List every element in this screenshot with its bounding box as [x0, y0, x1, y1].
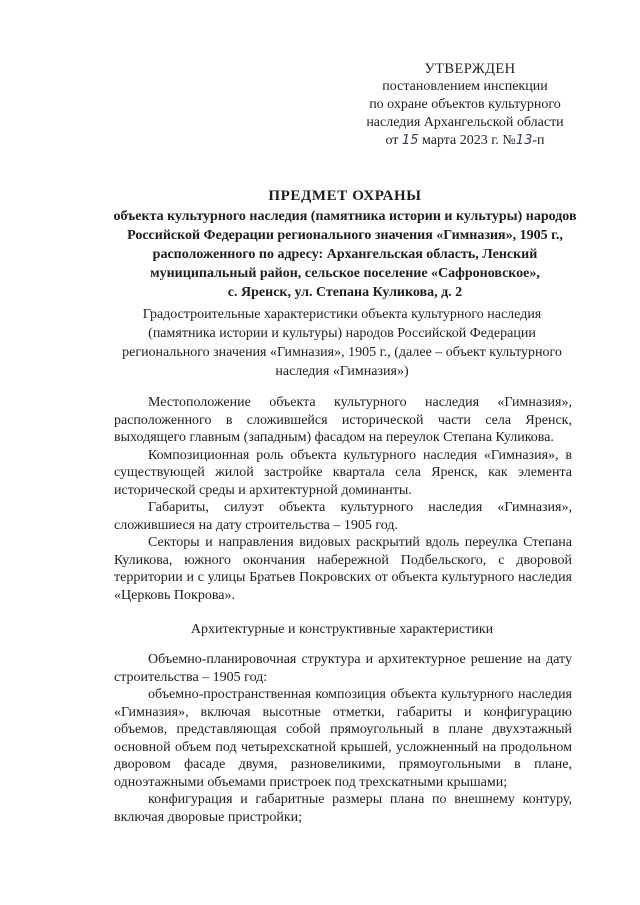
approval-block: [350, 60, 580, 150]
title-sub-3: расположенного по адресу: Архангельская область, Ленский: [152, 247, 538, 262]
body-paragraphs-architecture: [114, 651, 572, 826]
approval-line-1: постановлением инспекции: [382, 79, 548, 94]
section1-line-1: Градостроительные характеристики объекта культурного наследия: [142, 307, 542, 322]
approval-date-line: [350, 132, 580, 150]
number-handwritten: 13: [515, 133, 533, 148]
paragraph-view-sectors: Секторы и направления видовых раскрытий вдоль переулка Степана Куликова, южного окончания набережной Подбельского, с дворовой территории и с улицы Братьев Покровских от объекта культурного наследия «Церковь Покрова».: [114, 535, 572, 603]
section1-line-4: наследия «Гимназия»): [275, 364, 409, 379]
date-day-handwritten: 15: [401, 133, 419, 148]
number-suffix: -п: [532, 133, 545, 148]
section1-line-2: (памятника истории и культуры) народов Российской Федерации: [148, 326, 536, 341]
title-sub-1: объекта культурного наследия (памятника истории и культуры) народов: [113, 209, 577, 224]
paragraph-location: Местоположение объекта культурного наследия «Гимназия», расположенного в сложившейся исторической части села Яренск, выходящего главным (западным) фасадом на переулок Степана Куликова.: [114, 395, 572, 445]
approval-line-2: по охране объектов культурного: [369, 97, 561, 112]
paragraph-volume-composition: объемно-пространственная композиция объекта культурного наследия «Гимназия», включая высотные отметки, габариты и конфигурацию объемов, представляющая собой прямоугольный в плане двухэтажный основной объем под четырехскатной крышей, усложненный на продольном дворовом фасаде двумя, разновеликими, прямоугольными в плане, одноэтажными объемами пристроек под трехскатными крышами;: [114, 687, 572, 790]
paragraph-composition: Композиционная роль объекта культурного наследия «Гимназия», в существующей жилой застройке квартала села Яренск, как элемента исторической среды и архитектурной доминанты.: [114, 447, 572, 498]
document-title: [100, 188, 590, 302]
approval-word: УТВЕРЖДЕН: [424, 61, 516, 77]
title-sub-5: с. Яренск, ул. Степана Куликова, д. 2: [227, 285, 463, 300]
approval-line-3: наследия Архангельской области: [366, 115, 564, 130]
paragraph-structure: Объемно-планировочная структура и архитектурное решение на дату строительства – 1905 год:: [114, 652, 572, 685]
title-sub-4: муниципальный район, сельское поселение «Сафроновское»,: [150, 266, 540, 281]
title-main: ПРЕДМЕТ ОХРАНЫ: [268, 188, 422, 204]
paragraph-dimensions: Габариты, силуэт объекта культурного наследия «Гимназия», сложившиеся на дату строительства – 1905 год.: [114, 500, 572, 533]
body-paragraphs-urban: [114, 394, 572, 604]
section-heading-architecture: Архитектурные и конструктивные характеристики: [190, 622, 494, 637]
title-sub-2: Российской Федерации регионального значения «Гимназия», 1905 г.,: [127, 228, 563, 243]
section-heading-urban: [114, 305, 570, 381]
paragraph-plan-configuration: конфигурация и габаритные размеры плана по внешнему контуру, включая дворовые пристройки;: [114, 792, 572, 825]
date-prefix: от: [385, 133, 402, 148]
section1-line-3: регионального значения «Гимназия», 1905 г., (далее – объект культурного: [122, 345, 562, 360]
date-rest: марта 2023 г. №: [418, 133, 516, 148]
